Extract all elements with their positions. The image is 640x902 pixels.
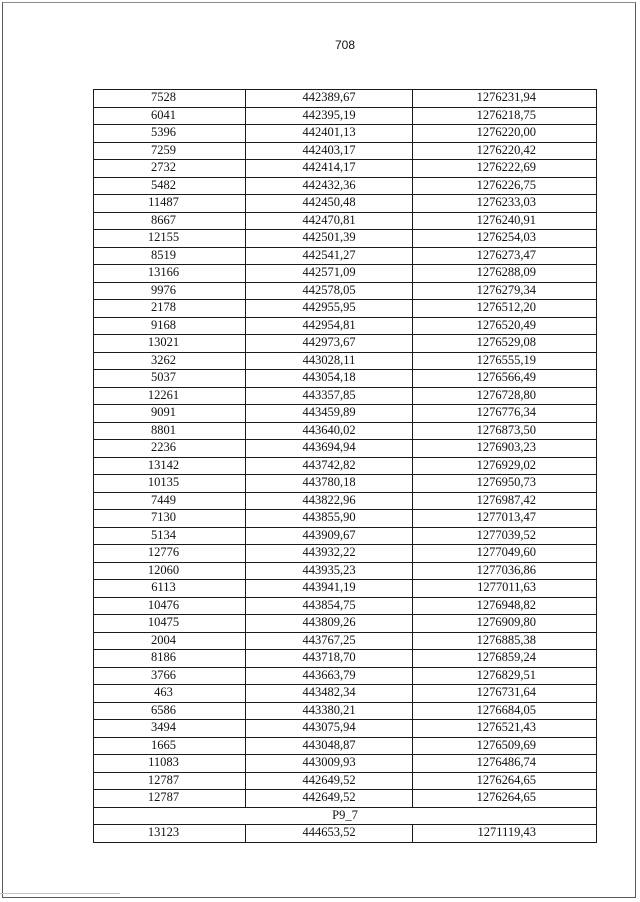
y-coordinate-cell: 1276948,82 [413, 597, 597, 615]
table-row [94, 650, 597, 668]
table-row [94, 720, 597, 738]
point-number-cell: 11083 [94, 755, 246, 773]
point-number-cell: 13166 [94, 265, 246, 283]
point-number-cell: 5037 [94, 370, 246, 388]
y-coordinate-cell: 1277011,63 [413, 580, 597, 598]
x-coordinate-cell: 442578,05 [246, 282, 413, 300]
x-coordinate-cell: 442955,95 [246, 300, 413, 318]
y-coordinate-cell: 1276529,08 [413, 335, 597, 353]
point-number-cell: 7449 [94, 492, 246, 510]
table-row [94, 230, 597, 248]
point-number-cell: 10475 [94, 615, 246, 633]
table-row [94, 107, 597, 125]
point-number-cell: 11487 [94, 195, 246, 213]
x-coordinate-cell: 443909,67 [246, 527, 413, 545]
x-coordinate-cell: 443459,89 [246, 405, 413, 423]
point-number-cell: 5482 [94, 177, 246, 195]
table-row [94, 352, 597, 370]
y-coordinate-cell: 1276929,02 [413, 457, 597, 475]
x-coordinate-cell: 443822,96 [246, 492, 413, 510]
table-row [94, 755, 597, 773]
y-coordinate-cell: 1277039,52 [413, 527, 597, 545]
y-coordinate-cell: 1276273,47 [413, 247, 597, 265]
y-coordinate-cell: 1276684,05 [413, 702, 597, 720]
x-coordinate-cell: 442401,13 [246, 125, 413, 143]
point-number-cell: 12261 [94, 387, 246, 405]
point-number-cell: 6113 [94, 580, 246, 598]
y-coordinate-cell: 1276254,03 [413, 230, 597, 248]
table-row [94, 580, 597, 598]
point-number-cell: 2236 [94, 440, 246, 458]
y-coordinate-cell: 1277049,60 [413, 545, 597, 563]
page-number: 708 [334, 38, 356, 52]
x-coordinate-cell: 443854,75 [246, 597, 413, 615]
point-number-cell: 9091 [94, 405, 246, 423]
table-row [94, 177, 597, 195]
y-coordinate-cell: 1276512,20 [413, 300, 597, 318]
x-coordinate-cell: 443855,90 [246, 510, 413, 528]
x-coordinate-cell: 442395,19 [246, 107, 413, 125]
point-number-cell: 2178 [94, 300, 246, 318]
x-coordinate-cell: 443075,94 [246, 720, 413, 738]
x-coordinate-cell: 442501,39 [246, 230, 413, 248]
table-row [94, 195, 597, 213]
table-row [94, 685, 597, 703]
y-coordinate-cell: 1276264,65 [413, 772, 597, 790]
x-coordinate-cell: 443935,23 [246, 562, 413, 580]
x-coordinate-cell: 443028,11 [246, 352, 413, 370]
table-row [94, 125, 597, 143]
y-coordinate-cell: 1276829,51 [413, 667, 597, 685]
table-row [94, 440, 597, 458]
y-coordinate-cell: 1276521,43 [413, 720, 597, 738]
table-row [94, 90, 597, 108]
table-row [94, 790, 597, 808]
table-row [94, 247, 597, 265]
table-row [94, 335, 597, 353]
point-number-cell: 13021 [94, 335, 246, 353]
x-coordinate-cell: 443482,34 [246, 685, 413, 703]
x-coordinate-cell: 443640,02 [246, 422, 413, 440]
y-coordinate-cell: 1276240,91 [413, 212, 597, 230]
point-number-cell: 12787 [94, 790, 246, 808]
point-number-cell: 10476 [94, 597, 246, 615]
table-row [94, 300, 597, 318]
table-row [94, 370, 597, 388]
x-coordinate-cell: 442432,36 [246, 177, 413, 195]
point-number-cell: 6586 [94, 702, 246, 720]
point-number-cell: 13142 [94, 457, 246, 475]
table-row [94, 457, 597, 475]
y-coordinate-cell: 1276987,42 [413, 492, 597, 510]
x-coordinate-cell: 442649,52 [246, 790, 413, 808]
table-row [94, 282, 597, 300]
y-coordinate-cell: 1276231,94 [413, 90, 597, 108]
y-coordinate-cell: 1271119,43 [413, 825, 597, 843]
table-row [94, 737, 597, 755]
y-coordinate-cell: 1276218,75 [413, 107, 597, 125]
x-coordinate-cell: 443718,70 [246, 650, 413, 668]
y-coordinate-cell: 1276728,80 [413, 387, 597, 405]
x-coordinate-cell: 442414,17 [246, 160, 413, 178]
x-coordinate-cell: 442450,48 [246, 195, 413, 213]
table-row [94, 405, 597, 423]
table-row [94, 387, 597, 405]
y-coordinate-cell: 1276731,64 [413, 685, 597, 703]
section-header-row [94, 807, 597, 825]
table-row [94, 160, 597, 178]
table-row [94, 492, 597, 510]
table-row [94, 545, 597, 563]
x-coordinate-cell: 443780,18 [246, 475, 413, 493]
point-number-cell: 9976 [94, 282, 246, 300]
point-number-cell: 5134 [94, 527, 246, 545]
coordinates-table [93, 89, 597, 843]
x-coordinate-cell: 442973,67 [246, 335, 413, 353]
y-coordinate-cell: 1276288,09 [413, 265, 597, 283]
coordinates-table-body [94, 90, 597, 843]
x-coordinate-cell: 443054,18 [246, 370, 413, 388]
table-row [94, 615, 597, 633]
x-coordinate-cell: 443742,82 [246, 457, 413, 475]
x-coordinate-cell: 444653,52 [246, 825, 413, 843]
table-row [94, 702, 597, 720]
y-coordinate-cell: 1276776,34 [413, 405, 597, 423]
point-number-cell: 3766 [94, 667, 246, 685]
x-coordinate-cell: 443694,94 [246, 440, 413, 458]
y-coordinate-cell: 1276220,00 [413, 125, 597, 143]
point-number-cell: 2004 [94, 632, 246, 650]
x-coordinate-cell: 443663,79 [246, 667, 413, 685]
point-number-cell: 5396 [94, 125, 246, 143]
point-number-cell: 12787 [94, 772, 246, 790]
y-coordinate-cell: 1277013,47 [413, 510, 597, 528]
point-number-cell: 3494 [94, 720, 246, 738]
table-row [94, 527, 597, 545]
point-number-cell: 13123 [94, 825, 246, 843]
table-row [94, 772, 597, 790]
x-coordinate-cell: 442470,81 [246, 212, 413, 230]
x-coordinate-cell: 443767,25 [246, 632, 413, 650]
y-coordinate-cell: 1276226,75 [413, 177, 597, 195]
x-coordinate-cell: 443380,21 [246, 702, 413, 720]
x-coordinate-cell: 443048,87 [246, 737, 413, 755]
x-coordinate-cell: 443357,85 [246, 387, 413, 405]
y-coordinate-cell: 1276486,74 [413, 755, 597, 773]
table-row [94, 562, 597, 580]
section-label: Р9_7 [94, 807, 597, 825]
y-coordinate-cell: 1276555,19 [413, 352, 597, 370]
table-row [94, 510, 597, 528]
y-coordinate-cell: 1276222,69 [413, 160, 597, 178]
point-number-cell: 8667 [94, 212, 246, 230]
point-number-cell: 7130 [94, 510, 246, 528]
table-row [94, 632, 597, 650]
point-number-cell: 2732 [94, 160, 246, 178]
y-coordinate-cell: 1276903,23 [413, 440, 597, 458]
table-row [94, 825, 597, 843]
x-coordinate-cell: 443932,22 [246, 545, 413, 563]
point-number-cell: 7528 [94, 90, 246, 108]
scan-edge [0, 893, 120, 902]
point-number-cell: 8519 [94, 247, 246, 265]
y-coordinate-cell: 1276220,42 [413, 142, 597, 160]
table-row [94, 422, 597, 440]
point-number-cell: 8186 [94, 650, 246, 668]
x-coordinate-cell: 443009,93 [246, 755, 413, 773]
table-row [94, 212, 597, 230]
y-coordinate-cell: 1276520,49 [413, 317, 597, 335]
y-coordinate-cell: 1276873,50 [413, 422, 597, 440]
point-number-cell: 12060 [94, 562, 246, 580]
y-coordinate-cell: 1276279,34 [413, 282, 597, 300]
x-coordinate-cell: 443941,19 [246, 580, 413, 598]
y-coordinate-cell: 1276909,80 [413, 615, 597, 633]
point-number-cell: 12776 [94, 545, 246, 563]
point-number-cell: 9168 [94, 317, 246, 335]
table-row [94, 265, 597, 283]
x-coordinate-cell: 442389,67 [246, 90, 413, 108]
x-coordinate-cell: 442403,17 [246, 142, 413, 160]
table-row [94, 475, 597, 493]
y-coordinate-cell: 1276859,24 [413, 650, 597, 668]
x-coordinate-cell: 442649,52 [246, 772, 413, 790]
y-coordinate-cell: 1276566,49 [413, 370, 597, 388]
x-coordinate-cell: 442954,81 [246, 317, 413, 335]
x-coordinate-cell: 442541,27 [246, 247, 413, 265]
y-coordinate-cell: 1276885,38 [413, 632, 597, 650]
point-number-cell: 3262 [94, 352, 246, 370]
table-row [94, 667, 597, 685]
y-coordinate-cell: 1276509,69 [413, 737, 597, 755]
point-number-cell: 463 [94, 685, 246, 703]
x-coordinate-cell: 443809,26 [246, 615, 413, 633]
point-number-cell: 12155 [94, 230, 246, 248]
point-number-cell: 10135 [94, 475, 246, 493]
y-coordinate-cell: 1276233,03 [413, 195, 597, 213]
y-coordinate-cell: 1276264,65 [413, 790, 597, 808]
table-row [94, 142, 597, 160]
point-number-cell: 1665 [94, 737, 246, 755]
point-number-cell: 8801 [94, 422, 246, 440]
x-coordinate-cell: 442571,09 [246, 265, 413, 283]
point-number-cell: 7259 [94, 142, 246, 160]
y-coordinate-cell: 1277036,86 [413, 562, 597, 580]
y-coordinate-cell: 1276950,73 [413, 475, 597, 493]
table-row [94, 597, 597, 615]
point-number-cell: 6041 [94, 107, 246, 125]
table-row [94, 317, 597, 335]
